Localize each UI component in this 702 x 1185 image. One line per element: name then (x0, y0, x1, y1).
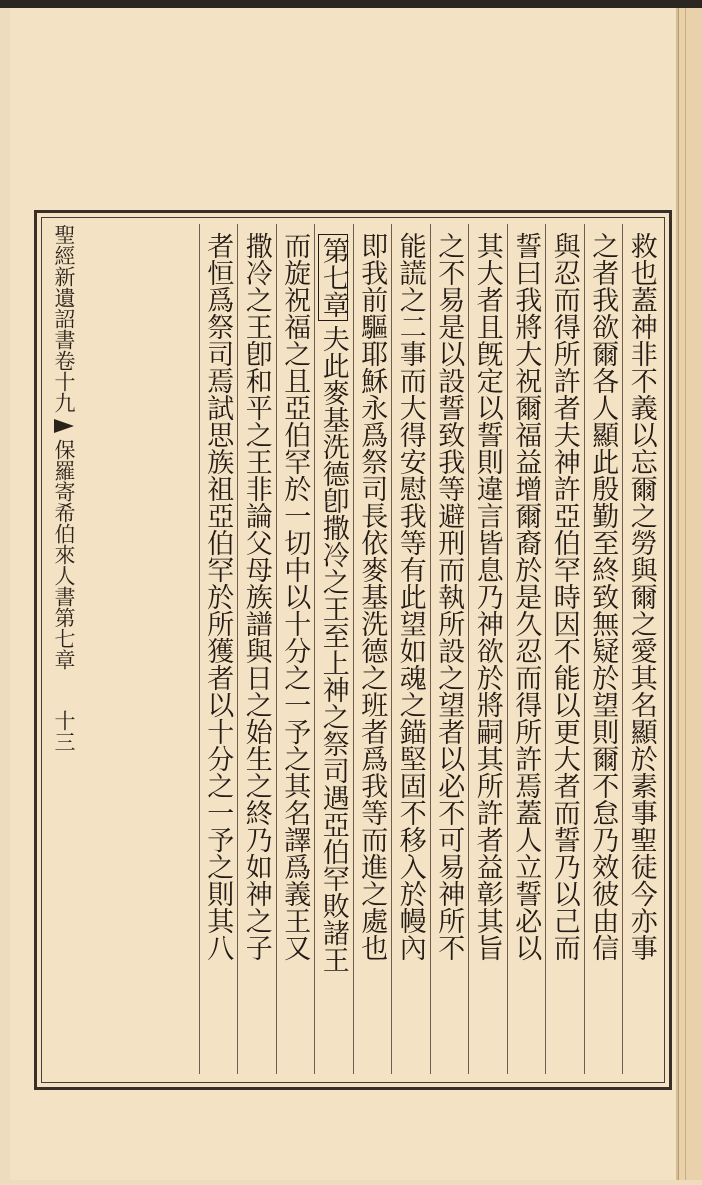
text-column-11-text: 撒冷之王卽和平之王非論父母族譜與日之始生之終乃如神之子 (240, 232, 272, 961)
text-column-8-text: 即我前驅耶穌永爲祭司長依麥基洗德之班者爲我等而進之處也 (356, 232, 388, 961)
chapter-heading (318, 234, 348, 321)
chapter-heading-text: 第七章 (317, 237, 349, 318)
next-page-edge (678, 8, 702, 1180)
text-column-4 (511, 232, 541, 961)
column-rule (468, 224, 469, 1074)
margin-section: 保羅寄希伯來人書第七章 (52, 439, 76, 670)
text-frame (34, 210, 672, 1090)
book-page (10, 8, 678, 1180)
text-column-3-text: 與忍而得所許者夫神許亞伯罕時因不能以更大者而誓乃以己而 (548, 232, 580, 961)
text-frame-inner (41, 217, 665, 1083)
column-rule (584, 224, 585, 1074)
text-column-11 (241, 232, 271, 961)
text-column-4-text: 誓曰我將大祝爾福益增爾裔於是久忍而得所許焉蓋人立誓必以 (510, 232, 542, 961)
text-column-12-text: 者恒爲祭司焉試思族祖亞伯罕於所獲者以十分之一予之則其八 (202, 232, 234, 961)
column-rule (507, 224, 508, 1074)
column-rule (199, 224, 200, 1074)
column-rule (622, 224, 623, 1074)
fishtail-mark (54, 419, 74, 433)
text-column-10 (280, 232, 310, 961)
text-column-6 (434, 232, 464, 961)
text-column-3 (549, 232, 579, 961)
text-column-7-text: 能謊之二事而大得安慰我等有此望如魂之錨堅固不移入於幔內 (394, 232, 426, 961)
text-column-6-text: 之不易是以設誓致我等避刑而執所設之望者以必不可易神所不 (433, 232, 465, 961)
text-column-1 (626, 232, 656, 961)
column-rule (353, 224, 354, 1074)
text-column-2 (588, 232, 618, 961)
page-number: 十三 (52, 710, 76, 752)
text-column-10-text: 而旋祝福之且亞伯罕於一切中以十分之一予之其名譯爲義王又 (279, 232, 311, 961)
text-column-12 (203, 232, 233, 961)
margin-title: 聖經新遺詔書卷十九 (52, 224, 76, 413)
text-column-7 (395, 232, 425, 961)
column-rule (237, 224, 238, 1074)
column-rule (391, 224, 392, 1074)
text-column-8 (357, 232, 387, 961)
text-column-5-text: 其大者且旣定以誓則違言皆息乃神欲於將嗣其所許者益彰其旨 (471, 232, 503, 961)
column-rule (314, 224, 315, 1074)
scan-edge (0, 0, 702, 8)
text-column-9-text: 夫此麥基洗德卽撒冷之王至上神之祭司遇亞伯罕敗諸王 (317, 325, 349, 973)
text-column-2-text: 之者我欲爾各人顯此殷勤至終致無疑於望則爾不怠乃效彼由信 (587, 232, 619, 961)
column-rule (545, 224, 546, 1074)
chapter-heading-column (318, 232, 348, 973)
text-column-5 (472, 232, 502, 961)
margin-column (50, 224, 78, 1084)
text-column-1-text: 救也蓋神非不義以忘爾之勞與爾之愛其名顯於素事聖徒今亦事 (625, 232, 657, 961)
column-rule (430, 224, 431, 1074)
column-rule (276, 224, 277, 1074)
